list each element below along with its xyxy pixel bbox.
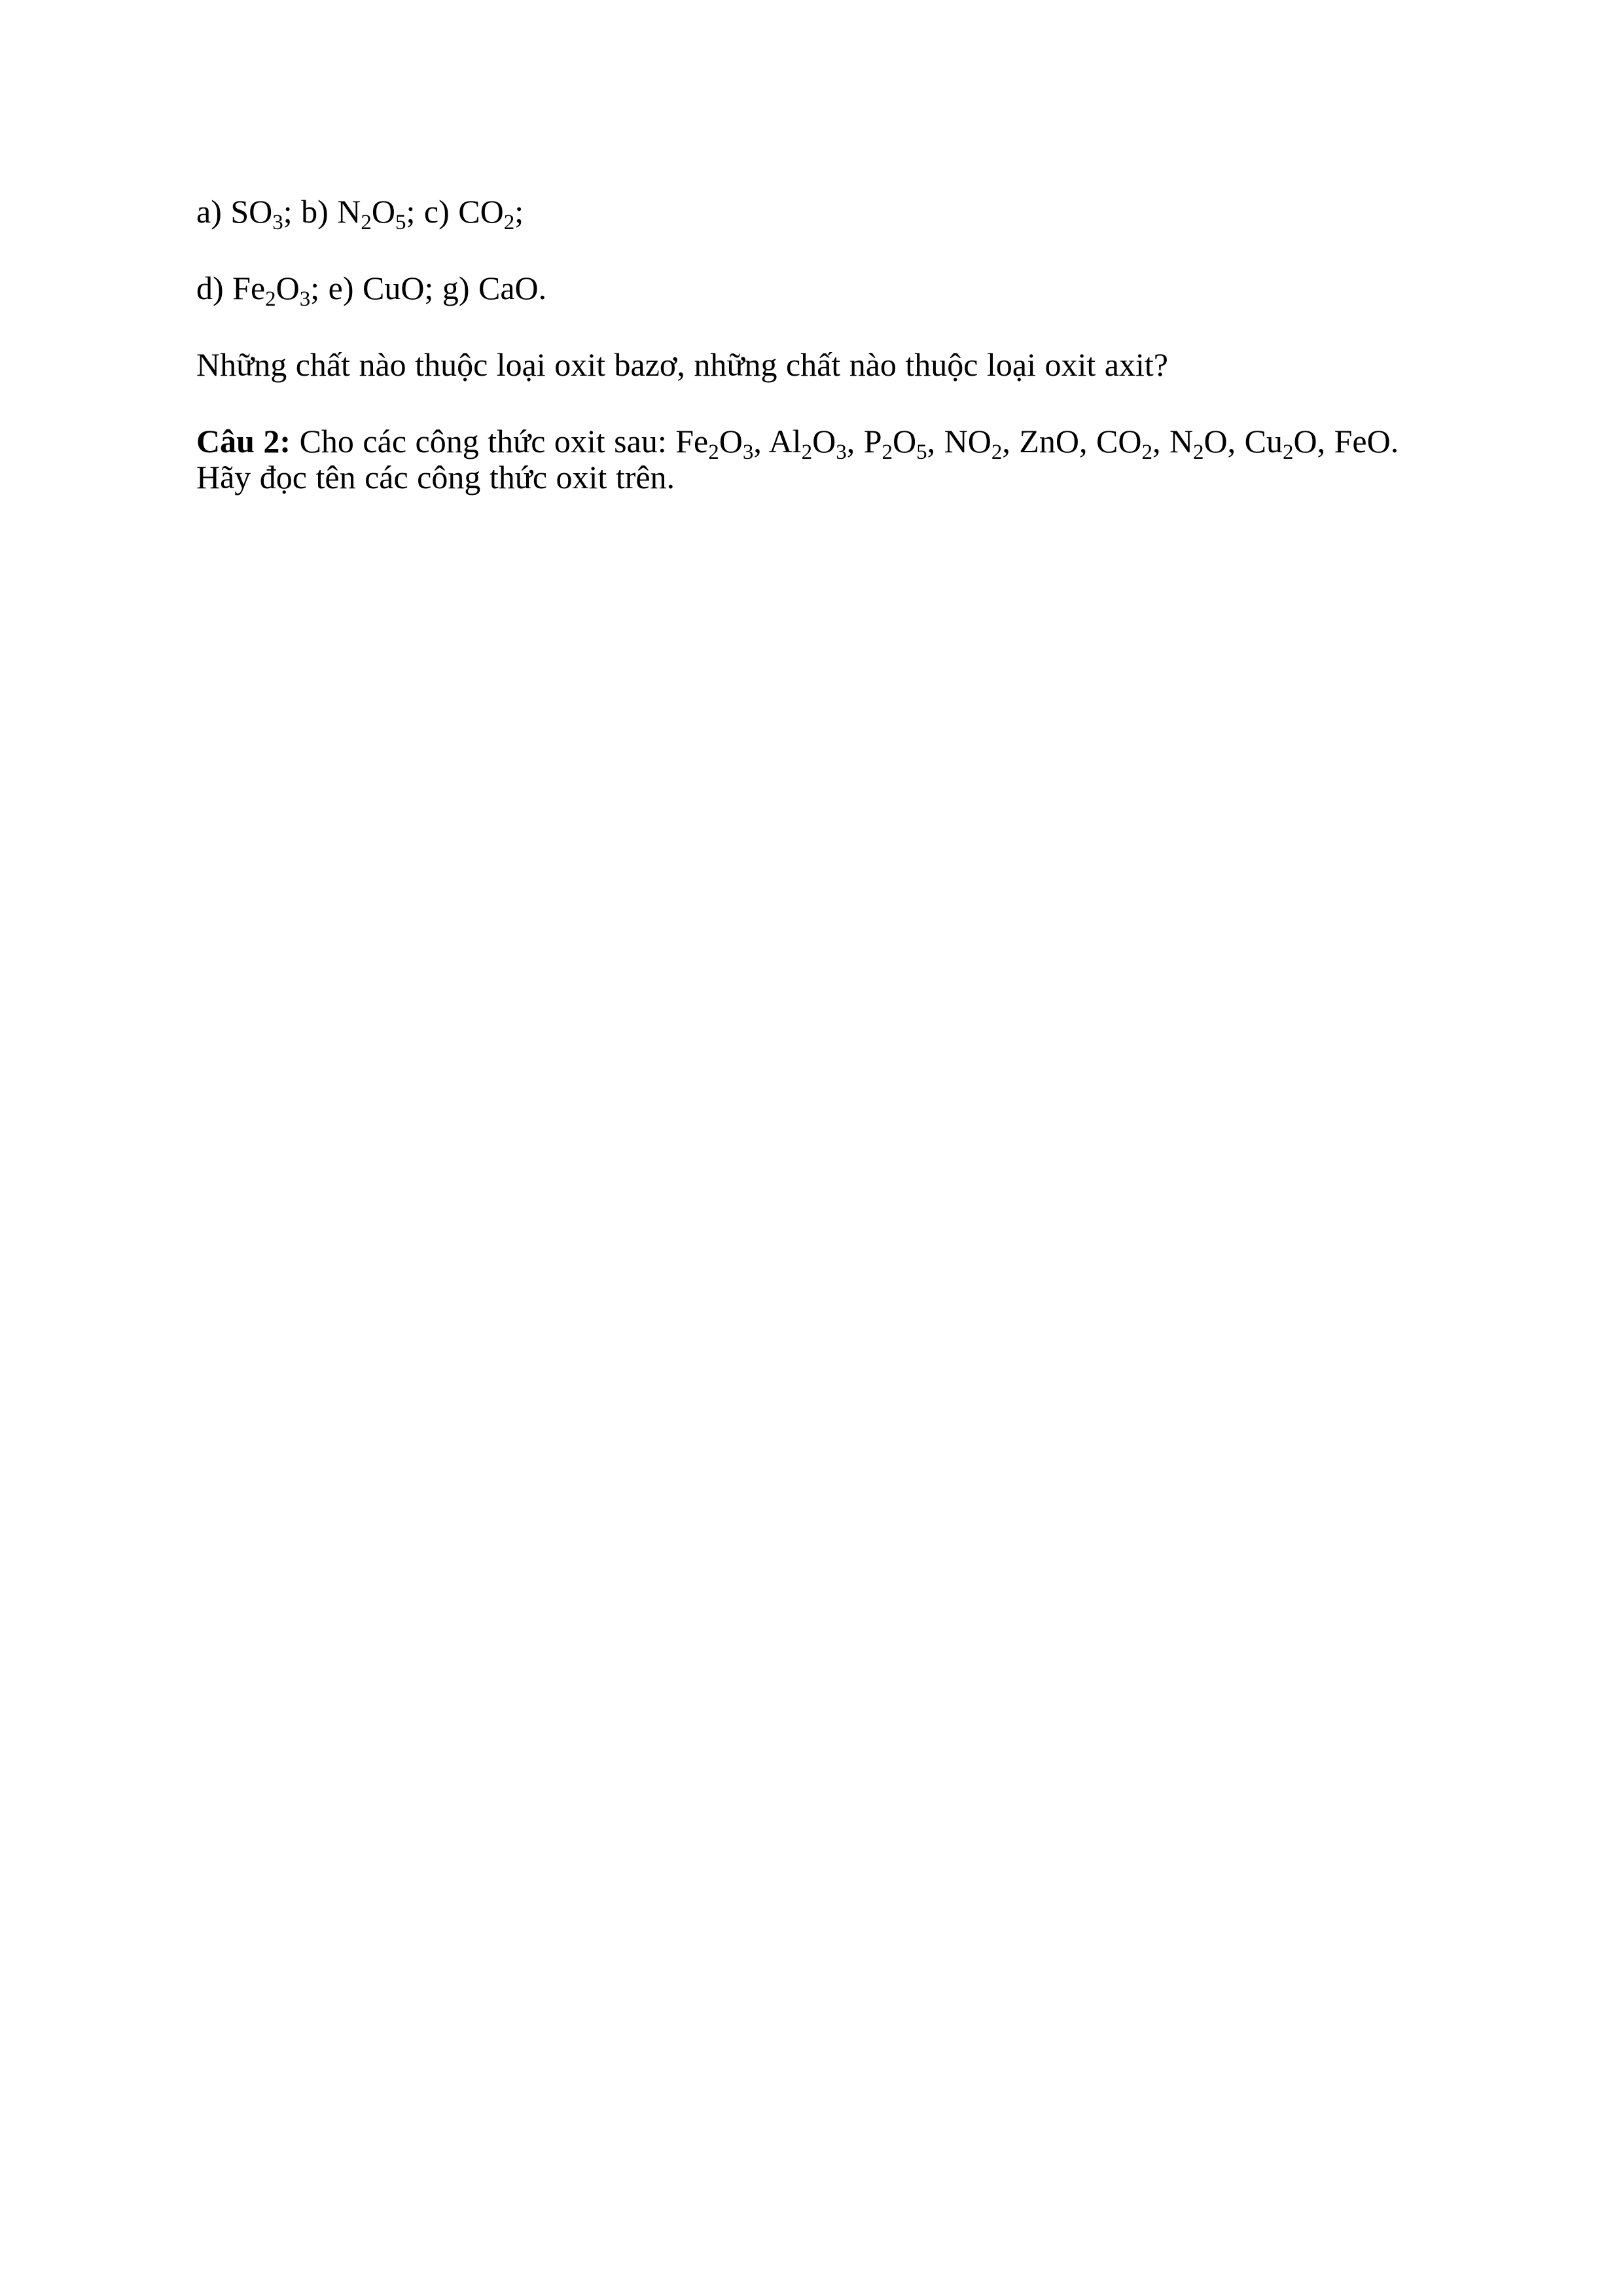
text-run: a) SO — [196, 193, 273, 230]
text-run: O — [276, 270, 300, 306]
paragraph-oxide-list-line-1 — [196, 193, 1427, 234]
text-run: ; e) CuO; g) CaO. — [310, 270, 547, 306]
text-run: O, FeO. — [1293, 423, 1399, 459]
text-run: Những chất nào thuộc loại oxit bazơ, những chất nào thuộc loại oxit axit? — [196, 346, 1168, 383]
text-run: , ZnO, CO — [1002, 423, 1142, 459]
chemical-subscript: 2 — [882, 440, 893, 464]
text-run: O — [719, 423, 743, 459]
chemical-subscript: 3 — [742, 440, 754, 464]
text-run: d) Fe — [196, 270, 266, 306]
chemical-subscript: 2 — [361, 210, 372, 234]
chemical-subscript: 3 — [272, 210, 283, 234]
chemical-subscript: 5 — [916, 440, 927, 464]
text-run: , N — [1152, 423, 1194, 459]
text-run: , NO — [927, 423, 991, 459]
text-run: , P — [846, 423, 882, 459]
chemical-subscript: 3 — [836, 440, 847, 464]
chemical-subscript: 2 — [1141, 440, 1152, 464]
chemical-subscript: 2 — [991, 440, 1003, 464]
text-run: O, Cu — [1204, 423, 1283, 459]
text-run: O — [812, 423, 836, 459]
document-body — [196, 194, 1427, 495]
chemical-subscript: 2 — [708, 440, 719, 464]
text-run: ; — [514, 193, 524, 230]
chemical-subscript: 5 — [395, 210, 406, 234]
paragraph-oxide-list-line-2 — [196, 270, 1427, 311]
text-run: O — [371, 193, 396, 230]
text-run: ; c) CO — [406, 193, 504, 230]
paragraph-cau-2 — [196, 423, 1427, 495]
text-run: , Al — [753, 423, 802, 459]
chemical-subscript: 2 — [1283, 440, 1294, 464]
chemical-subscript: 2 — [1193, 440, 1204, 464]
chemical-subscript: 3 — [299, 287, 311, 311]
text-run: Hãy đọc tên các công thức oxit trên. — [196, 459, 675, 495]
chemical-subscript: 2 — [265, 287, 276, 311]
paragraph-question-oxit-bazo-axit — [196, 347, 1427, 383]
chemical-subscript: 2 — [801, 440, 813, 464]
text-run: Cho các công thức oxit sau: Fe — [291, 423, 709, 459]
chemical-subscript: 2 — [503, 210, 515, 234]
bold-text-run: Câu 2: — [196, 423, 291, 459]
text-run: ; b) N — [283, 193, 361, 230]
text-run: O — [893, 423, 917, 459]
